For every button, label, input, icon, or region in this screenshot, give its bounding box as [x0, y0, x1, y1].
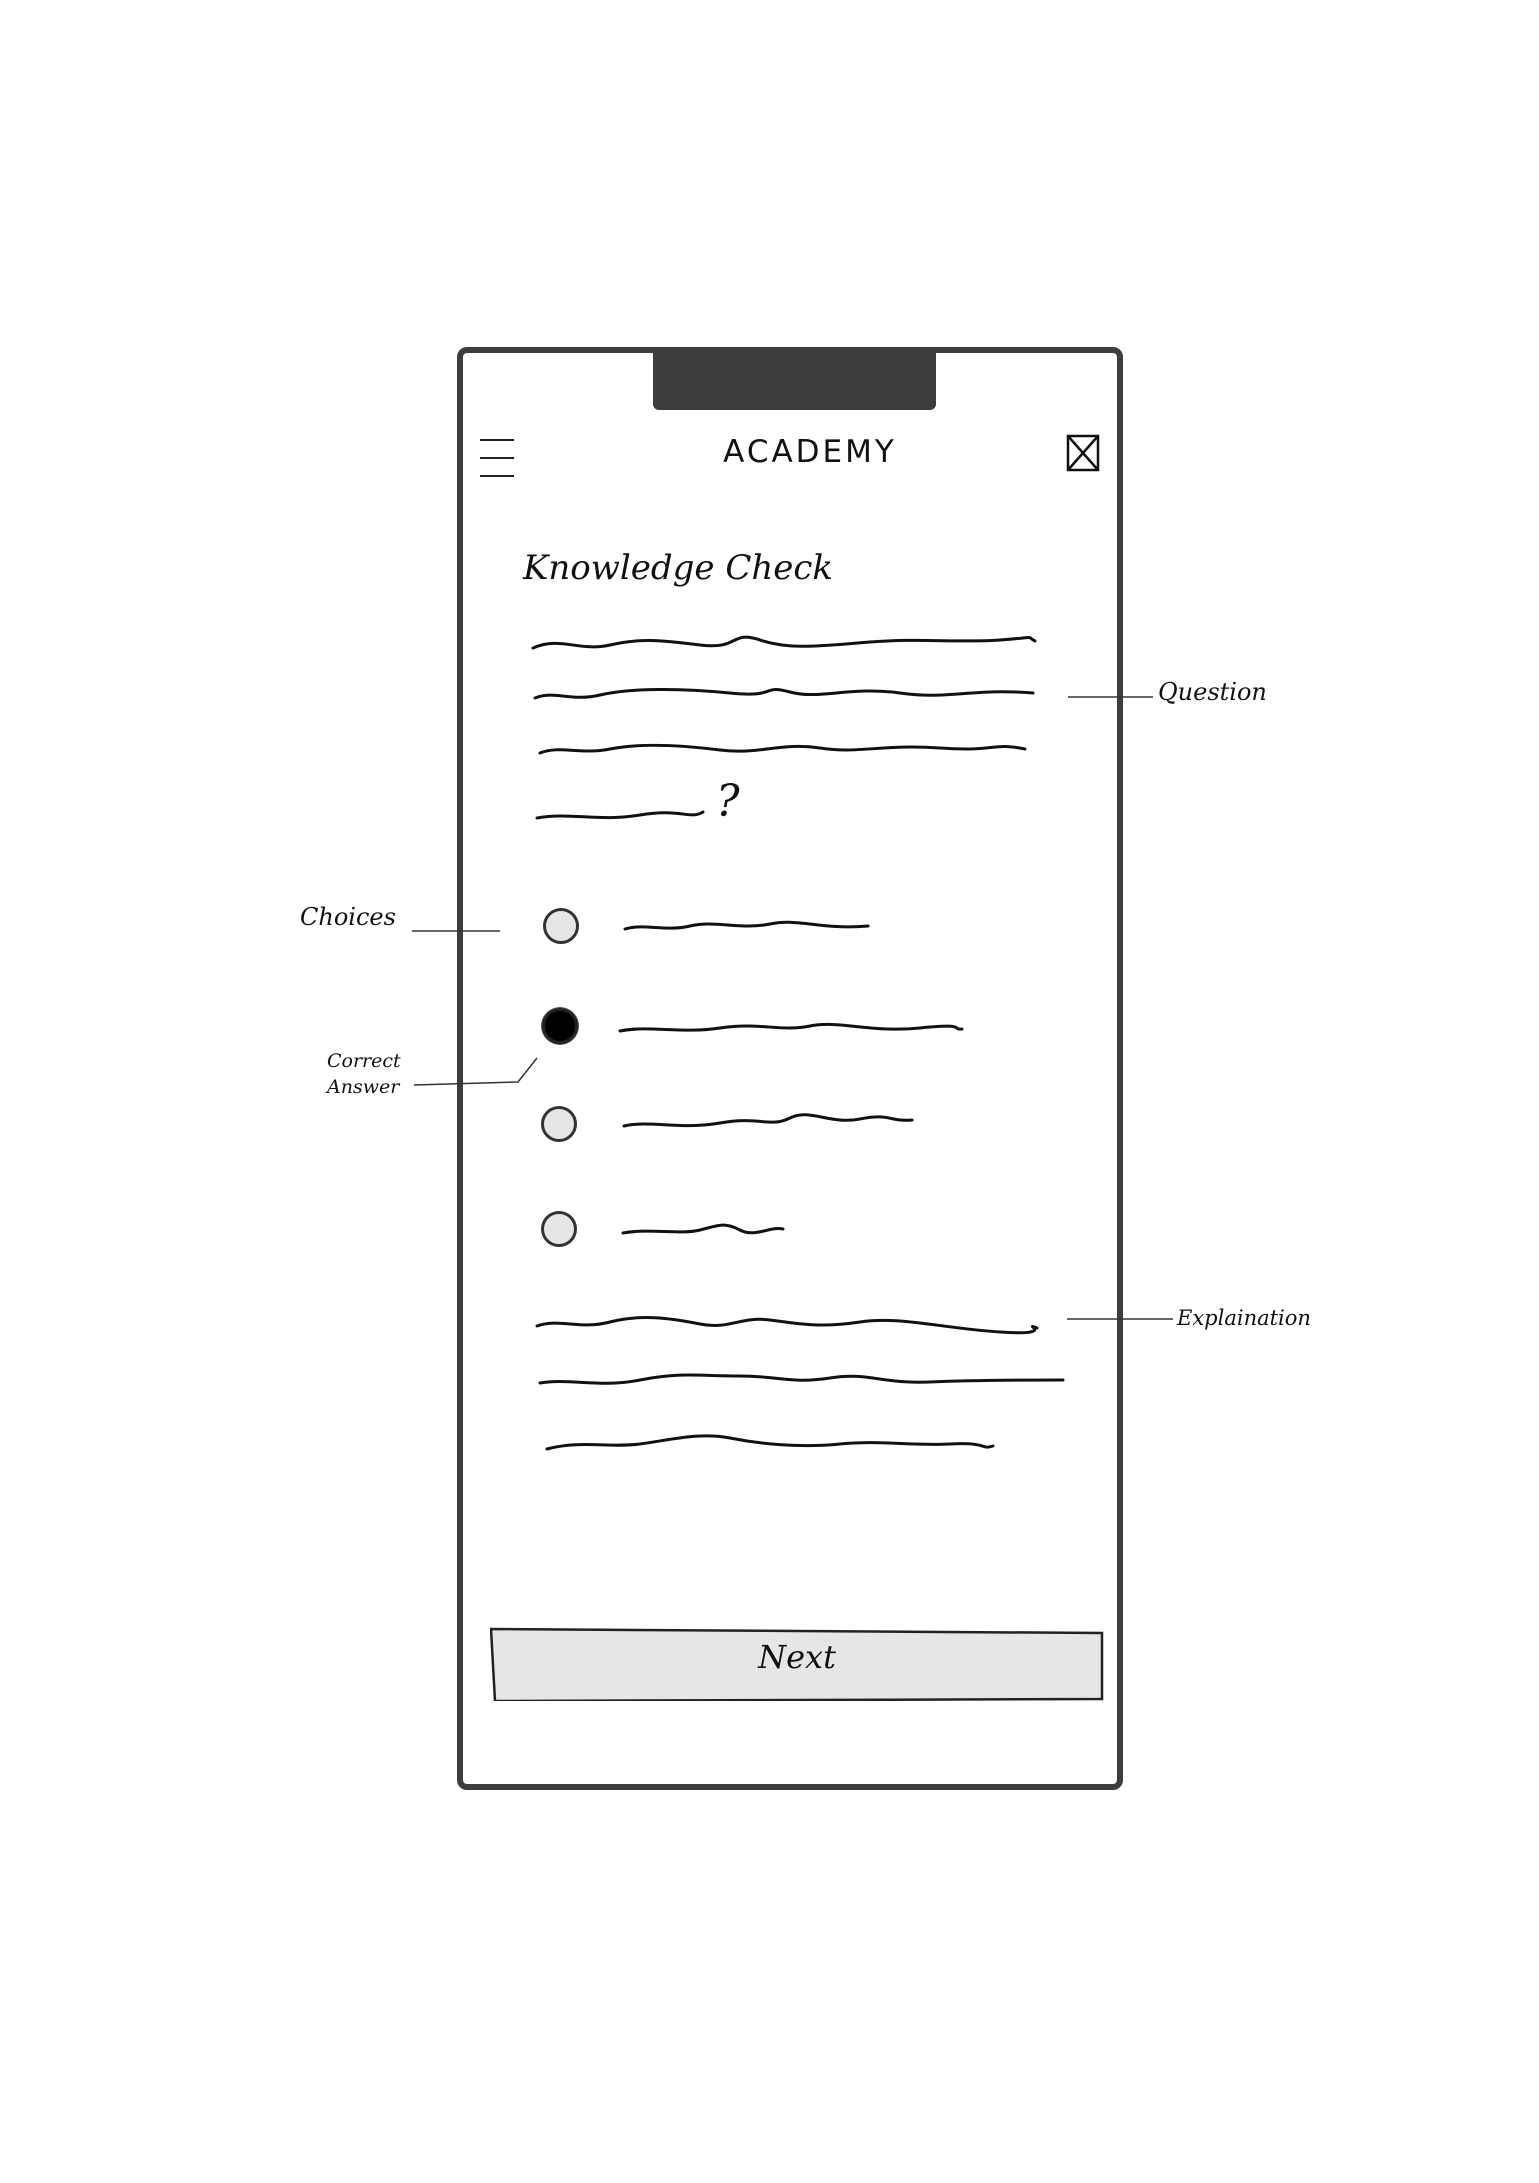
annotation-choices: Choices: [300, 903, 396, 931]
next-button-label: Next: [758, 1638, 836, 1676]
app-title: ACADEMY: [723, 434, 897, 470]
question-mark: ?: [716, 776, 740, 827]
question-text-line: [537, 812, 703, 818]
choice-text-line: [625, 922, 868, 929]
explanation-text-line: [540, 1375, 1063, 1383]
annotation-question: Question: [1158, 678, 1267, 706]
choice-radio-4[interactable]: [541, 1211, 577, 1247]
question-text-line: [540, 745, 1025, 753]
choice-text-line: [624, 1115, 912, 1126]
page-title: Knowledge Check: [523, 548, 834, 588]
choice-radio-3[interactable]: [541, 1106, 577, 1142]
correct-answer-leader-line: [414, 1058, 537, 1085]
explanation-text-line: [537, 1318, 1037, 1333]
question-text-line: [533, 637, 1035, 648]
choice-text-line: [623, 1225, 783, 1233]
choice-radio-2-selected[interactable]: [542, 1008, 578, 1044]
annotation-explanation: Explaination: [1177, 1306, 1311, 1330]
explanation-text-line: [547, 1436, 993, 1449]
choice-radio-1[interactable]: [543, 908, 579, 944]
question-text-line: [535, 689, 1033, 698]
annotation-correct-answer: Correct Answer: [327, 1050, 401, 1098]
choice-text-line: [620, 1024, 962, 1031]
